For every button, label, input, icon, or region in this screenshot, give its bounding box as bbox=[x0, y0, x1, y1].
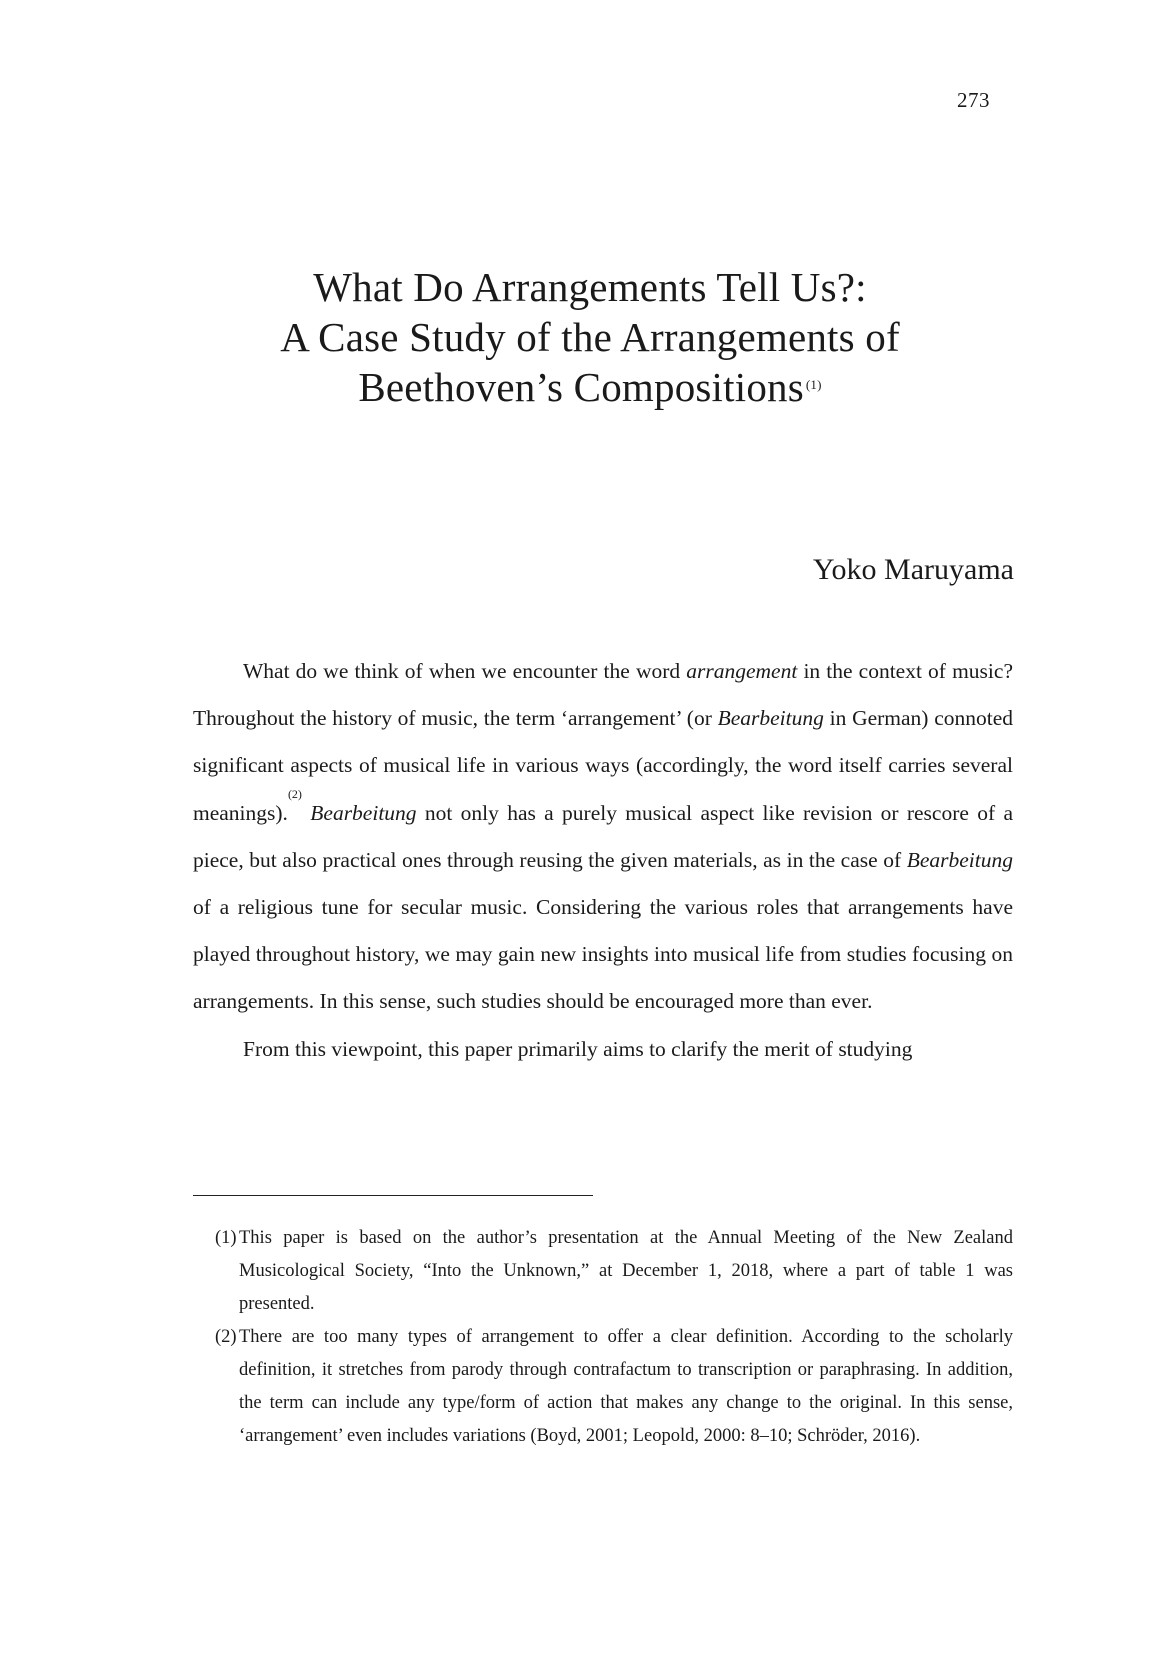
paragraph-2: From this viewpoint, this paper primarily aims to clarify the merit of studying bbox=[243, 1036, 913, 1061]
p1-italic-bearbeitung-1: Bearbeitung bbox=[717, 706, 824, 731]
footnote-1-text: This paper is based on the author’s presentation at the Annual Meeting of the New Zealand Musicological Society, “Into the Unknown,” at December 1, 2018, where a part of table 1 was presented. bbox=[239, 1228, 1013, 1314]
title-footnote-ref[interactable]: (1) bbox=[805, 377, 822, 392]
footnote-2-number: (2) bbox=[215, 1327, 237, 1347]
body-text bbox=[193, 648, 1013, 1073]
p1-italic-arrangement: arrangement bbox=[686, 659, 798, 683]
footnote-1 bbox=[193, 1222, 1013, 1321]
p1-text-3: in German) connoted significant aspects of musical life in various ways (accordingly, the word itself carries several meanings). bbox=[193, 706, 1014, 825]
page-number: 273 bbox=[957, 88, 990, 112]
paper-title bbox=[150, 262, 1030, 412]
title-line-1: What Do Arrangements Tell Us?: bbox=[313, 264, 867, 310]
footnote-1-number: (1) bbox=[215, 1228, 237, 1248]
title-line-3 bbox=[150, 362, 1030, 412]
p1-text-5: of a religious tune for secular music. Considering the various roles that arrangements have played throughout history, we may gain new insights into musical life from studies focusing on arrangements. In this sense, such studies should be encouraged more than ever. bbox=[193, 895, 1013, 1014]
p1-italic-bearbeitung-2: Bearbeitung bbox=[310, 800, 417, 825]
p1-text-1: What do we think of when we encounter the word bbox=[243, 659, 687, 683]
footnote-2 bbox=[193, 1321, 1013, 1453]
p1-text-4: not only has a purely musical aspect like revision or rescore of a piece, but also practical ones through reusing the given materials, as in the case of bbox=[193, 800, 1014, 872]
author-name: Yoko Maruyama bbox=[812, 553, 1014, 586]
p1-italic-bearbeitung-3: Bearbeitung bbox=[906, 847, 1013, 872]
footnote-2-text: There are too many types of arrangement to offer a clear definition. According to the scholarly definition, it stretches from parody through contrafactum to transcription or paraphrasing. In addition, the term can include any type/form of action that makes any change to the original. In this sense, ‘arrangement’ even includes variations (Boyd, 2001; Leopold, 2000: 8–10; Schröder, 2016). bbox=[239, 1327, 1013, 1446]
footnotes bbox=[193, 1222, 1013, 1453]
footnote-divider bbox=[193, 1195, 593, 1196]
footnote-ref-2[interactable]: (2) bbox=[287, 786, 302, 801]
title-line-3-text: Beethoven’s Compositions bbox=[358, 364, 804, 410]
paragraph-1 bbox=[193, 648, 1013, 1026]
p1-text-2: in the context of music? Throughout the history of music, the term ‘arrangement’ (or bbox=[193, 659, 1013, 731]
title-line-2: A Case Study of the Arrangements of bbox=[280, 314, 900, 360]
